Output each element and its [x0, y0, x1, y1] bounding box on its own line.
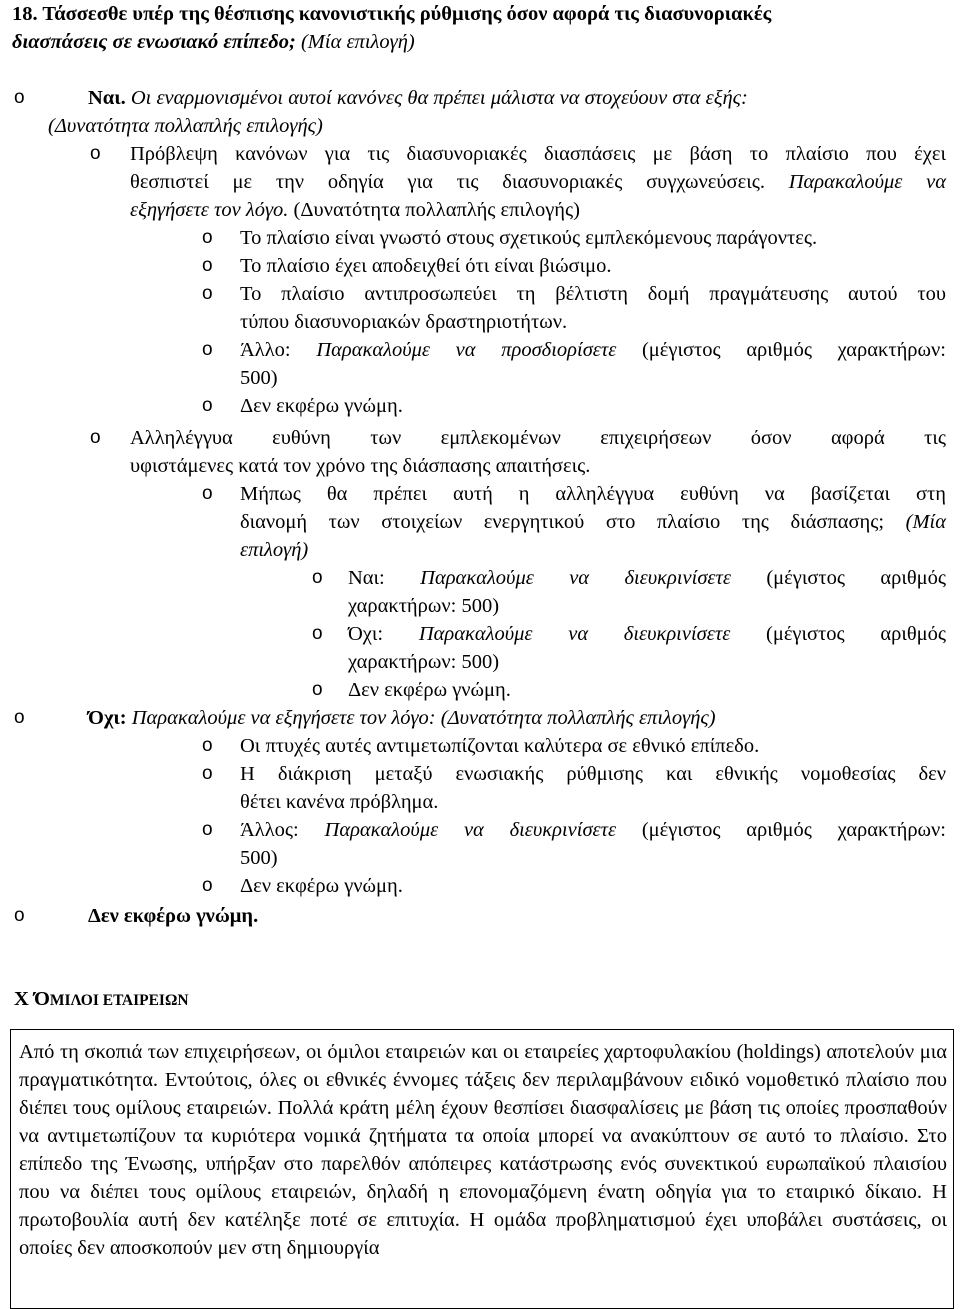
checkbox-no-other[interactable]: o [202, 819, 213, 840]
option-optimal-line2: τύπου διασυνοριακών δραστηριοτήτων. [240, 311, 568, 333]
info-box [10, 1029, 954, 1309]
checkbox-framework[interactable]: o [90, 143, 101, 164]
checkbox-optimal[interactable]: o [202, 283, 213, 304]
framework-line2: θεσπιστεί με την οδηγία για τις διασυνοριακές συγχωνεύσεις. Παρακαλούμε να [130, 171, 946, 193]
question-title: 18. Τάσσεσθε υπέρ της θέσπισης κανονιστικής ρύθμισης όσον αφορά τις διασυνοριακές διασπάσεις σε ενωσιακό επίπεδο; (Μία επιλογή) [12, 3, 772, 53]
checkbox-framework-no-opinion[interactable]: o [202, 395, 213, 416]
radio-yes[interactable]: o [14, 87, 25, 108]
checkbox-liability[interactable]: o [90, 427, 101, 448]
option-viable: Το πλαίσιο έχει αποδειχθεί ότι είναι βιώσιμο. [240, 255, 612, 277]
no-opinion-option: Δεν εκφέρω γνώμη. [88, 905, 259, 927]
liability-no: Όχι: Παρακαλούμε να διευκρινίσετε (μέγιστος αριθμός [348, 623, 947, 645]
checkbox-liability-sub[interactable]: o [202, 483, 213, 504]
no-option-no-opinion: Δεν εκφέρω γνώμη. [240, 875, 403, 897]
no-option-national: Οι πτυχές αυτές αντιμετωπίζονται καλύτερα σε εθνικό επίπεδο. [240, 735, 760, 757]
yes-label: Ναι. [88, 87, 126, 109]
no-option-text: Όχι: Παρακαλούμε να εξηγήσετε τον λόγο: (Δυνατότητα πολλαπλής επιλογής) [88, 707, 716, 729]
liability-line2: υφιστάμενες κατά τον χρόνο της διάσπασης απαιτήσεις. [130, 455, 591, 477]
liability-yes-limit: χαρακτήρων: 500) [348, 595, 500, 617]
info-box-text: Από τη σκοπιά των επιχειρήσεων, οι όμιλοι εταιρειών και οι εταιρείες χαρτοφυλακίου (holdings) αποτελούν μια πραγματικότητα. Εντούτοις, όλες οι εθνικές έννομες τάξεις δεν περιλαμβάνουν ειδικό νομοθετικό πλαίσιο που διέπει τους ομίλους εταιρειών. Πολλά κράτη μέλη έχουν θεσπίσει διασφαλίσεις με βάση τις οποίες προσπαθούν να αντιμετωπίζουν τα κυριότερα νομικά ζητήματα τα οποία μπορεί να ανακύπτουν σε αυτό το πλαίσιο. Στο επίπεδο της Ένωσης, υπήρξαν στο παρελθόν απόπειρες κατάστρωσης ενός συνεκτικού ευρωπαϊκού πλαισίου που να διέπει τους ομίλους εταιρειών, δηλαδή η επονομαζόμενη ένατη οδηγία για το εταιρικό δίκαιο. Η πρωτοβουλία αυτή δεν κατέληξε ποτέ σε επιτυχία. Η ομάδα προβληματισμού έχει υποβάλει συστάσεις, οι οποίες δεν αποσκοπούν μεν στη δημιουργία [19, 1041, 947, 1259]
checkbox-known[interactable]: o [202, 227, 213, 248]
option-other-limit: 500) [240, 367, 278, 389]
radio-no-opinion[interactable]: o [14, 905, 25, 926]
no-option-distinction-line1: Η διάκριση μεταξύ ενωσιακής ρύθμισης και εθνικής νομοθεσίας δεν [240, 763, 946, 785]
liability-yes: Ναι: Παρακαλούμε να διευκρινίσετε (μέγιστος αριθμός [348, 567, 947, 589]
framework-line3: εξηγήσετε τον λόγο. (Δυνατότητα πολλαπλής επιλογής) [130, 199, 580, 221]
liability-sub-line1: Μήπως θα πρέπει αυτή η αλληλέγγυα ευθύνη να βασίζεται στη [240, 483, 946, 505]
no-option-other-limit: 500) [240, 847, 278, 869]
checkbox-national[interactable]: o [202, 735, 213, 756]
no-option-distinction-line2: θέτει κανένα πρόβλημα. [240, 791, 439, 813]
checkbox-viable[interactable]: o [202, 255, 213, 276]
liability-no-limit: χαρακτήρων: 500) [348, 651, 500, 673]
checkbox-no-no-opinion[interactable]: o [202, 875, 213, 896]
option-optimal-line1: Το πλαίσιο αντιπροσωπεύει τη βέλτιστη δομή πραγμάτευσης αυτού του [240, 283, 946, 305]
option-known: Το πλαίσιο είναι γνωστό στους σχετικούς εμπλεκόμενους παράγοντες. [240, 227, 818, 249]
option-other: Άλλο: Παρακαλούμε να προσδιορίσετε (μέγιστος αριθμός χαρακτήρων: [240, 339, 946, 361]
radio-no[interactable]: o [14, 707, 25, 728]
yes-option-text: Ναι. Οι εναρμονισμένοι αυτοί κανόνες θα πρέπει μάλιστα να στοχεύουν στα εξής: [88, 87, 748, 109]
radio-liability-no-opinion[interactable]: o [312, 679, 323, 700]
section-heading: X ΌΜΙΛΟΙ ΕΤΑΙΡΕΙΩΝ [14, 988, 189, 1010]
checkbox-other[interactable]: o [202, 339, 213, 360]
liability-sub-line3: επιλογή) [240, 539, 309, 561]
radio-liability-no[interactable]: o [312, 623, 323, 644]
liability-no-opinion: Δεν εκφέρω γνώμη. [348, 679, 511, 701]
checkbox-distinction[interactable]: o [202, 763, 213, 784]
liability-line1: Αλληλέγγυα ευθύνη των εμπλεκομένων επιχειρήσεων όσον αφορά τις [130, 427, 946, 449]
framework-line1: Πρόβλεψη κανόνων για τις διασυνοριακές διασπάσεις με βάση το πλαίσιο που έχει [130, 143, 946, 165]
radio-liability-yes[interactable]: o [312, 567, 323, 588]
framework-no-opinion: Δεν εκφέρω γνώμη. [240, 395, 403, 417]
liability-sub-line2: διανομή των στοιχείων ενεργητικού στο πλαίσιο της διάσπασης; (Μία [240, 511, 946, 533]
no-option-other: Άλλος: Παρακαλούμε να διευκρινίσετε (μέγιστος αριθμός χαρακτήρων: [240, 819, 947, 841]
yes-multiple-note: (Δυνατότητα πολλαπλής επιλογής) [48, 115, 323, 137]
